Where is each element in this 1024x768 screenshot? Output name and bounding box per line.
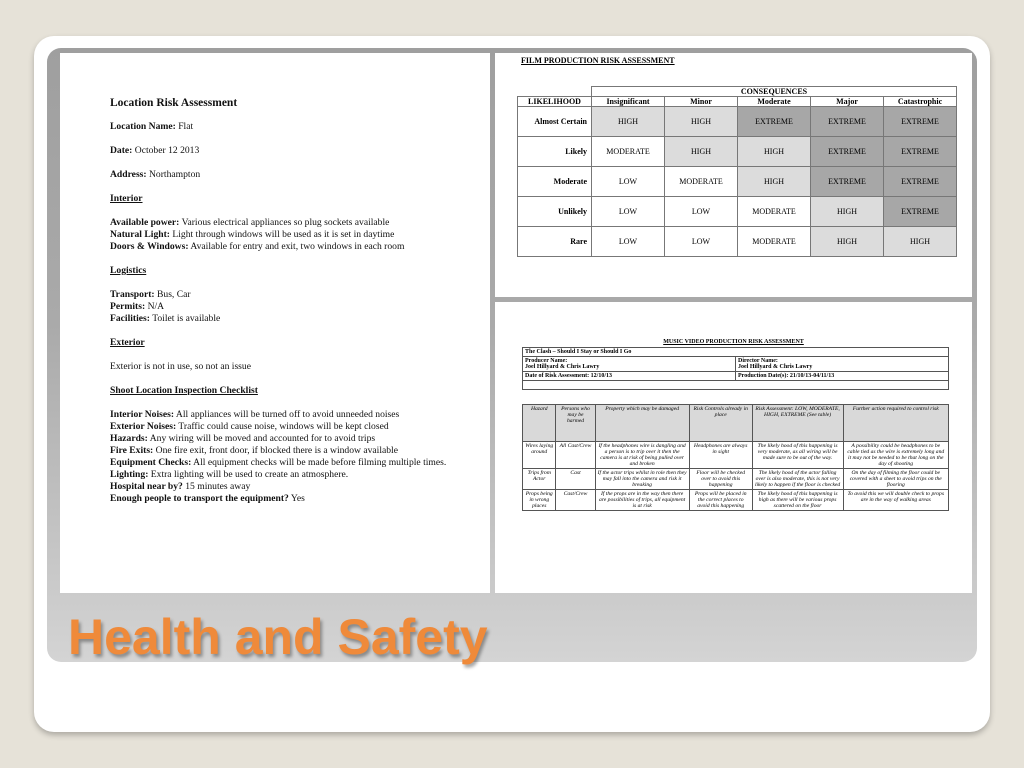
checklist-item [110,409,455,421]
checklist-item-value: All appliances will be turned off to avoid unneeded noises [174,409,400,420]
hazard-cell: The likely hood of this happening is high as there will be various props scattered on the floor [752,490,843,511]
checklist-item-value: Traffic could cause noise, windows will be kept closed [176,421,389,432]
logistics-heading: Logistics [110,265,147,276]
hazard-column-header: Property which may be damaged [595,405,689,442]
risk-matrix-row [518,227,957,257]
interior-item-value: Various electrical appliances so plug sockets available [179,217,390,228]
logistics-list [110,289,455,325]
risk-level-cell: MODERATE [665,167,738,197]
logistics-item [110,313,455,325]
exterior-heading: Exterior [110,337,145,348]
exterior-text: Exterior is not in use, so not an issue [110,361,251,372]
film-risk-title: FILM PRODUCTION RISK ASSESSMENT [521,56,675,65]
checklist-item-label: Enough people to transport the equipment? [110,493,289,504]
hazard-cell: Wires laying around [523,442,556,469]
hazard-cell: Props will be placed in the correct places to avoid this happening [689,490,752,511]
risk-level-cell: MODERATE [738,197,811,227]
hazard-column-header: Risk Assessment: LOW, MODERATE, HIGH, EXTREME (See table) [752,405,843,442]
hazard-column-header: Hazard [523,405,556,442]
logistics-item-value: Toilet is available [149,313,221,324]
location-name-line: Location Name: Flat [110,121,194,132]
checklist-item-value: Yes [288,493,305,504]
consequence-column-header: Insignificant [592,97,665,107]
hazard-row [523,469,949,490]
logistics-item-label: Permits: [110,301,146,312]
risk-level-cell: EXTREME [738,107,811,137]
risk-level-cell: LOW [592,167,665,197]
checklist-item-value: One fire exit, front door, if blocked there is a window available [153,445,398,456]
logistics-item [110,301,455,313]
interior-item-label: Available power: [110,217,180,228]
logistics-item-label: Transport: [110,289,155,300]
risk-level-cell: HIGH [738,137,811,167]
assessment-date: Date of Risk Assessment: 12/10/13 [523,372,736,381]
logistics-item [110,289,455,301]
hazard-cell: Cast/Crew [556,490,595,511]
music-video-risk-document [495,302,972,593]
likelihood-label: Likely [518,137,592,167]
hazard-table [522,404,949,511]
risk-level-cell: HIGH [592,107,665,137]
consequence-column-header: Major [811,97,884,107]
hazard-cell: If the props are in the way then there are possibilities of trips, all equipment is at risk [595,490,689,511]
risk-level-cell: HIGH [884,227,957,257]
hazard-cell: If the actor trips whilst in role then they may fall into the camera and risk it breaking [595,469,689,490]
likelihood-header: LIKELIHOOD [518,97,592,107]
checklist-heading: Shoot Location Inspection Checklist [110,385,258,396]
risk-matrix-row [518,167,957,197]
risk-level-cell: HIGH [738,167,811,197]
risk-level-cell: EXTREME [811,167,884,197]
checklist-item [110,493,455,505]
consequence-column-header: Minor [665,97,738,107]
likelihood-label: Unlikely [518,197,592,227]
risk-matrix-table [517,86,957,257]
checklist-item [110,433,455,445]
risk-level-cell: LOW [665,227,738,257]
checklist-item-label: Exterior Noises: [110,421,177,432]
hazard-cell: To avoid this we will double check to props are in the way of walking areas [843,490,949,511]
hazard-column-header: Risk Controls already in place [689,405,752,442]
interior-list [110,217,455,253]
director-cell: Director Name: Joel Hillyard & Chris Lawry [736,357,949,372]
checklist-item-label: Hazards: [110,433,148,444]
logistics-item-value: Bus, Car [154,289,191,300]
checklist-item-label: Hospital near by? [110,481,183,492]
hazard-cell: Floor will be checked over to avoid this happening [689,469,752,490]
interior-item [110,229,455,241]
hazard-cell: On the day of filming the floor could be covered with a sheet to avoid trips on the flooring [843,469,949,490]
slide-title: Health and Safety [68,609,488,665]
project-info-table [522,347,949,390]
checklist-item [110,469,455,481]
hazard-column-header: Persons who may be harmed [556,405,595,442]
interior-item-value: Available for entry and exit, two windows in each room [188,241,405,252]
hazard-cell: Cast [556,469,595,490]
project-name: The Clash – Should I Stay or Should I Go [523,348,949,357]
risk-level-cell: EXTREME [811,107,884,137]
hazard-cell: If the headphones wire is dangling and a person is to trip over it then the camera is at risk of being pulled over and broken [595,442,689,469]
hazard-column-header: Further action required to control risk [843,405,949,442]
risk-level-cell: LOW [592,197,665,227]
checklist-item [110,457,455,469]
likelihood-label: Moderate [518,167,592,197]
production-dates: Production Date(s): 21/10/13-04/11/13 [736,372,949,381]
consequence-column-header: Catastrophic [884,97,957,107]
logistics-item-value: N/A [145,301,165,312]
risk-level-cell: EXTREME [811,137,884,167]
hazard-cell: Trips from Actor [523,469,556,490]
address-line: Address: Northampton [110,169,201,180]
producer-cell: Producer Name: Joel Hillyard & Chris Lawry [523,357,736,372]
risk-level-cell: HIGH [811,197,884,227]
risk-level-cell: EXTREME [884,107,957,137]
risk-level-cell: EXTREME [884,137,957,167]
hazard-cell: The likely hood of the actor falling over is also moderate, this is not very likely to happen if the floor is checked [752,469,843,490]
logistics-item-label: Facilities: [110,313,150,324]
checklist-item-label: Interior Noises: [110,409,175,420]
likelihood-label: Almost Certain [518,107,592,137]
checklist-item-label: Fire Exits: [110,445,154,456]
consequence-column-header: Moderate [738,97,811,107]
risk-level-cell: HIGH [811,227,884,257]
interior-item-label: Doors & Windows: [110,241,189,252]
risk-level-cell: MODERATE [592,137,665,167]
consequences-header: CONSEQUENCES [592,87,957,97]
date-line: Date: October 12 2013 [110,145,200,156]
hazard-cell: All Cast/Crew [556,442,595,469]
checklist-item-value: All equipment checks will be made before filming multiple times. [191,457,447,468]
checklist-item [110,421,455,433]
risk-level-cell: LOW [592,227,665,257]
risk-level-cell: MODERATE [738,227,811,257]
location-risk-heading: Location Risk Assessment [110,97,238,109]
interior-heading: Interior [110,193,143,204]
hazard-row [523,490,949,511]
risk-level-cell: EXTREME [884,197,957,227]
hazard-row [523,442,949,469]
checklist-list [110,409,455,505]
location-risk-content [110,97,455,505]
hazard-cell: Props being in wrong places [523,490,556,511]
risk-level-cell: EXTREME [884,167,957,197]
hazard-cell: A possibility could be headphones to be cable tied as the wire is extremely long and it may not be needed to be that long on the day of shooting [843,442,949,469]
risk-level-cell: HIGH [665,137,738,167]
hazard-cell: The likely hood of this happening is very moderate, as all wiring will be made sure to be out of the way. [752,442,843,469]
risk-matrix-row [518,197,957,227]
music-video-title: MUSIC VIDEO PRODUCTION RISK ASSESSMENT [663,339,804,345]
risk-matrix-row [518,107,957,137]
interior-item [110,217,455,229]
checklist-item-value: Extra lighting will be used to create an atmosphere. [148,469,349,480]
risk-matrix-row [518,137,957,167]
checklist-item [110,481,455,493]
checklist-item-value: Any wiring will be moved and accounted for to avoid trips [147,433,376,444]
location-risk-document [60,53,490,593]
checklist-item-value: 15 minutes away [182,481,251,492]
interior-item [110,241,455,253]
interior-item-value: Light through windows will be used as it is set in daytime [169,229,395,240]
risk-level-cell: HIGH [665,107,738,137]
risk-level-cell: LOW [665,197,738,227]
checklist-item-label: Equipment Checks: [110,457,192,468]
interior-item-label: Natural Light: [110,229,170,240]
hazard-cell: Headphones are always in sight [689,442,752,469]
film-risk-matrix-document [495,53,972,297]
hazard-header-row [523,405,949,442]
checklist-item-label: Lighting: [110,469,149,480]
likelihood-label: Rare [518,227,592,257]
checklist-item [110,445,455,457]
